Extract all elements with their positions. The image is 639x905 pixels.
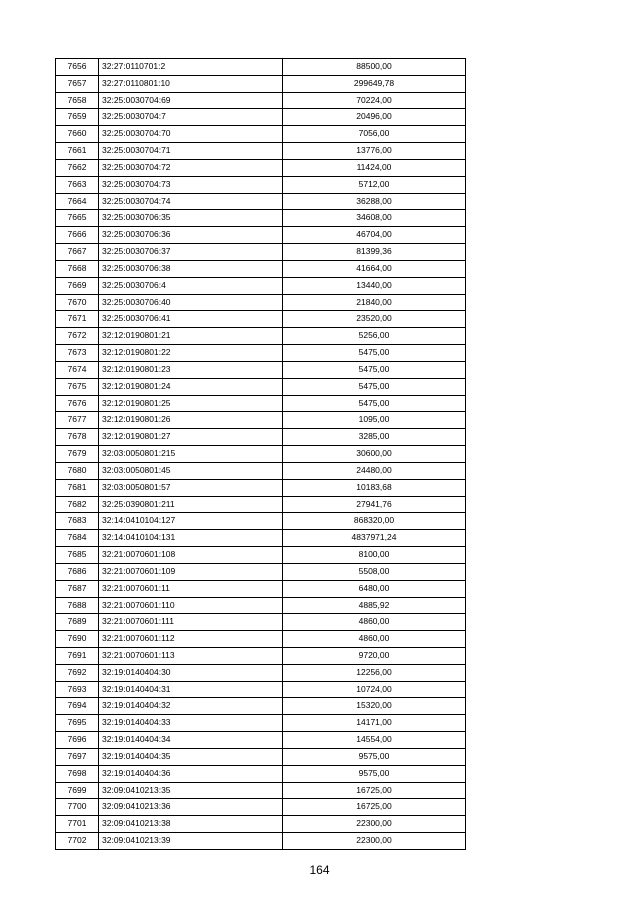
row-number-cell: 7688	[56, 597, 99, 614]
cadastral-number-cell: 32:12:0190801:26	[99, 412, 283, 429]
cadastral-number-cell: 32:27:0110701:2	[99, 59, 283, 76]
table-row	[56, 378, 466, 395]
cadastral-number-cell: 32:09:0410213:36	[99, 799, 283, 816]
cadastral-number-cell: 32:19:0140404:33	[99, 715, 283, 732]
table-body	[56, 59, 466, 850]
cadastral-number-cell: 32:25:0030706:37	[99, 244, 283, 261]
row-number-cell: 7664	[56, 193, 99, 210]
value-cell: 22300,00	[283, 833, 466, 850]
row-number-cell: 7701	[56, 816, 99, 833]
table-row	[56, 715, 466, 732]
row-number-cell: 7695	[56, 715, 99, 732]
cadastral-number-cell: 32:25:0030706:4	[99, 277, 283, 294]
table-row	[56, 75, 466, 92]
value-cell: 41664,00	[283, 260, 466, 277]
table-row	[56, 311, 466, 328]
table-row	[56, 429, 466, 446]
cadastral-number-cell: 32:12:0190801:24	[99, 378, 283, 395]
row-number-cell: 7657	[56, 75, 99, 92]
table-row	[56, 328, 466, 345]
row-number-cell: 7667	[56, 244, 99, 261]
table-row	[56, 698, 466, 715]
cadastral-number-cell: 32:12:0190801:23	[99, 361, 283, 378]
value-cell: 9720,00	[283, 647, 466, 664]
cadastral-number-cell: 32:21:0070601:110	[99, 597, 283, 614]
cadastral-number-cell: 32:14:0410104:131	[99, 530, 283, 547]
value-cell: 4885,92	[283, 597, 466, 614]
value-cell: 27941,76	[283, 496, 466, 513]
row-number-cell: 7668	[56, 260, 99, 277]
cadastral-number-cell: 32:25:0390801:211	[99, 496, 283, 513]
table-row	[56, 732, 466, 749]
value-cell: 5712,00	[283, 176, 466, 193]
row-number-cell: 7660	[56, 126, 99, 143]
value-cell: 10724,00	[283, 681, 466, 698]
value-cell: 12256,00	[283, 664, 466, 681]
table-row	[56, 597, 466, 614]
cadastral-number-cell: 32:21:0070601:108	[99, 547, 283, 564]
table-row	[56, 782, 466, 799]
row-number-cell: 7663	[56, 176, 99, 193]
value-cell: 13776,00	[283, 143, 466, 160]
value-cell: 14171,00	[283, 715, 466, 732]
cadastral-number-cell: 32:09:0410213:39	[99, 833, 283, 850]
cadastral-number-cell: 32:21:0070601:11	[99, 580, 283, 597]
row-number-cell: 7673	[56, 345, 99, 362]
row-number-cell: 7700	[56, 799, 99, 816]
cadastral-number-cell: 32:09:0410213:38	[99, 816, 283, 833]
table-row	[56, 765, 466, 782]
value-cell: 23520,00	[283, 311, 466, 328]
table-row	[56, 126, 466, 143]
table-row	[56, 244, 466, 261]
value-cell: 3285,00	[283, 429, 466, 446]
value-cell: 22300,00	[283, 816, 466, 833]
table-row	[56, 92, 466, 109]
row-number-cell: 7676	[56, 395, 99, 412]
table-row	[56, 496, 466, 513]
cadastral-number-cell: 32:19:0140404:30	[99, 664, 283, 681]
cadastral-number-cell: 32:25:0030704:71	[99, 143, 283, 160]
row-number-cell: 7665	[56, 210, 99, 227]
table-row	[56, 631, 466, 648]
row-number-cell: 7698	[56, 765, 99, 782]
value-cell: 13440,00	[283, 277, 466, 294]
row-number-cell: 7684	[56, 530, 99, 547]
value-cell: 34608,00	[283, 210, 466, 227]
table-row	[56, 748, 466, 765]
value-cell: 81399,36	[283, 244, 466, 261]
value-cell: 30600,00	[283, 446, 466, 463]
cadastral-number-cell: 32:03:0050801:215	[99, 446, 283, 463]
cadastral-value-table	[55, 58, 466, 850]
cadastral-number-cell: 32:19:0140404:32	[99, 698, 283, 715]
cadastral-number-cell: 32:19:0140404:31	[99, 681, 283, 698]
table-row	[56, 176, 466, 193]
table-row	[56, 547, 466, 564]
table-row	[56, 513, 466, 530]
value-cell: 21840,00	[283, 294, 466, 311]
row-number-cell: 7661	[56, 143, 99, 160]
cadastral-number-cell: 32:21:0070601:111	[99, 614, 283, 631]
page-number: 164	[309, 863, 330, 877]
cadastral-number-cell: 32:12:0190801:27	[99, 429, 283, 446]
value-cell: 5475,00	[283, 361, 466, 378]
cadastral-number-cell: 32:14:0410104:127	[99, 513, 283, 530]
cadastral-number-cell: 32:12:0190801:21	[99, 328, 283, 345]
cadastral-number-cell: 32:27:0110801:10	[99, 75, 283, 92]
table-row	[56, 647, 466, 664]
table-row	[56, 277, 466, 294]
table-row	[56, 210, 466, 227]
cadastral-number-cell: 32:03:0050801:57	[99, 479, 283, 496]
value-cell: 88500,00	[283, 59, 466, 76]
value-cell: 1095,00	[283, 412, 466, 429]
cadastral-number-cell: 32:25:0030706:41	[99, 311, 283, 328]
table-row	[56, 563, 466, 580]
cadastral-number-cell: 32:25:0030706:35	[99, 210, 283, 227]
table-row	[56, 294, 466, 311]
table-row	[56, 412, 466, 429]
row-number-cell: 7694	[56, 698, 99, 715]
row-number-cell: 7702	[56, 833, 99, 850]
cadastral-number-cell: 32:25:0030706:36	[99, 227, 283, 244]
cadastral-number-cell: 32:25:0030706:40	[99, 294, 283, 311]
cadastral-number-cell: 32:09:0410213:35	[99, 782, 283, 799]
table-row	[56, 681, 466, 698]
row-number-cell: 7683	[56, 513, 99, 530]
value-cell: 5256,00	[283, 328, 466, 345]
row-number-cell: 7686	[56, 563, 99, 580]
table-row	[56, 227, 466, 244]
table-row	[56, 462, 466, 479]
cadastral-number-cell: 32:25:0030704:73	[99, 176, 283, 193]
value-cell: 5508,00	[283, 563, 466, 580]
row-number-cell: 7658	[56, 92, 99, 109]
cadastral-number-cell: 32:25:0030704:7	[99, 109, 283, 126]
value-cell: 16725,00	[283, 799, 466, 816]
cadastral-number-cell: 32:21:0070601:113	[99, 647, 283, 664]
value-cell: 24480,00	[283, 462, 466, 479]
value-cell: 9575,00	[283, 765, 466, 782]
row-number-cell: 7699	[56, 782, 99, 799]
cadastral-number-cell: 32:19:0140404:34	[99, 732, 283, 749]
row-number-cell: 7691	[56, 647, 99, 664]
value-cell: 16725,00	[283, 782, 466, 799]
row-number-cell: 7656	[56, 59, 99, 76]
cadastral-number-cell: 32:21:0070601:109	[99, 563, 283, 580]
value-cell: 4837971,24	[283, 530, 466, 547]
table-row	[56, 193, 466, 210]
row-number-cell: 7669	[56, 277, 99, 294]
value-cell: 20496,00	[283, 109, 466, 126]
row-number-cell: 7685	[56, 547, 99, 564]
table-row	[56, 345, 466, 362]
row-number-cell: 7679	[56, 446, 99, 463]
row-number-cell: 7681	[56, 479, 99, 496]
table-row	[56, 109, 466, 126]
table-row	[56, 446, 466, 463]
value-cell: 10183,68	[283, 479, 466, 496]
table-row	[56, 833, 466, 850]
row-number-cell: 7680	[56, 462, 99, 479]
value-cell: 7056,00	[283, 126, 466, 143]
row-number-cell: 7675	[56, 378, 99, 395]
value-cell: 8100,00	[283, 547, 466, 564]
value-cell: 6480,00	[283, 580, 466, 597]
table-row	[56, 143, 466, 160]
table-row	[56, 614, 466, 631]
cadastral-number-cell: 32:25:0030704:72	[99, 159, 283, 176]
table-row	[56, 816, 466, 833]
row-number-cell: 7666	[56, 227, 99, 244]
table-row	[56, 799, 466, 816]
value-cell: 70224,00	[283, 92, 466, 109]
table-row	[56, 664, 466, 681]
row-number-cell: 7692	[56, 664, 99, 681]
value-cell: 299649,78	[283, 75, 466, 92]
cadastral-number-cell: 32:12:0190801:22	[99, 345, 283, 362]
row-number-cell: 7662	[56, 159, 99, 176]
row-number-cell: 7670	[56, 294, 99, 311]
cadastral-number-cell: 32:25:0030706:38	[99, 260, 283, 277]
cadastral-number-cell: 32:21:0070601:112	[99, 631, 283, 648]
value-cell: 5475,00	[283, 395, 466, 412]
value-cell: 868320,00	[283, 513, 466, 530]
cadastral-number-cell: 32:12:0190801:25	[99, 395, 283, 412]
row-number-cell: 7677	[56, 412, 99, 429]
cadastral-number-cell: 32:25:0030704:70	[99, 126, 283, 143]
row-number-cell: 7693	[56, 681, 99, 698]
row-number-cell: 7672	[56, 328, 99, 345]
row-number-cell: 7678	[56, 429, 99, 446]
value-cell: 9575,00	[283, 748, 466, 765]
cadastral-number-cell: 32:25:0030704:74	[99, 193, 283, 210]
value-cell: 4860,00	[283, 614, 466, 631]
row-number-cell: 7696	[56, 732, 99, 749]
row-number-cell: 7697	[56, 748, 99, 765]
value-cell: 4860,00	[283, 631, 466, 648]
value-cell: 36288,00	[283, 193, 466, 210]
row-number-cell: 7687	[56, 580, 99, 597]
row-number-cell: 7682	[56, 496, 99, 513]
table-row	[56, 260, 466, 277]
value-cell: 46704,00	[283, 227, 466, 244]
cadastral-number-cell: 32:03:0050801:45	[99, 462, 283, 479]
value-cell: 11424,00	[283, 159, 466, 176]
row-number-cell: 7689	[56, 614, 99, 631]
row-number-cell: 7659	[56, 109, 99, 126]
table-row	[56, 580, 466, 597]
row-number-cell: 7674	[56, 361, 99, 378]
value-cell: 14554,00	[283, 732, 466, 749]
value-cell: 5475,00	[283, 345, 466, 362]
table-row	[56, 395, 466, 412]
table-row	[56, 59, 466, 76]
cadastral-number-cell: 32:19:0140404:35	[99, 748, 283, 765]
table-row	[56, 479, 466, 496]
cadastral-number-cell: 32:19:0140404:36	[99, 765, 283, 782]
table-row	[56, 530, 466, 547]
cadastral-number-cell: 32:25:0030704:69	[99, 92, 283, 109]
table-row	[56, 159, 466, 176]
table-row	[56, 361, 466, 378]
value-cell: 15320,00	[283, 698, 466, 715]
value-cell: 5475,00	[283, 378, 466, 395]
row-number-cell: 7690	[56, 631, 99, 648]
row-number-cell: 7671	[56, 311, 99, 328]
